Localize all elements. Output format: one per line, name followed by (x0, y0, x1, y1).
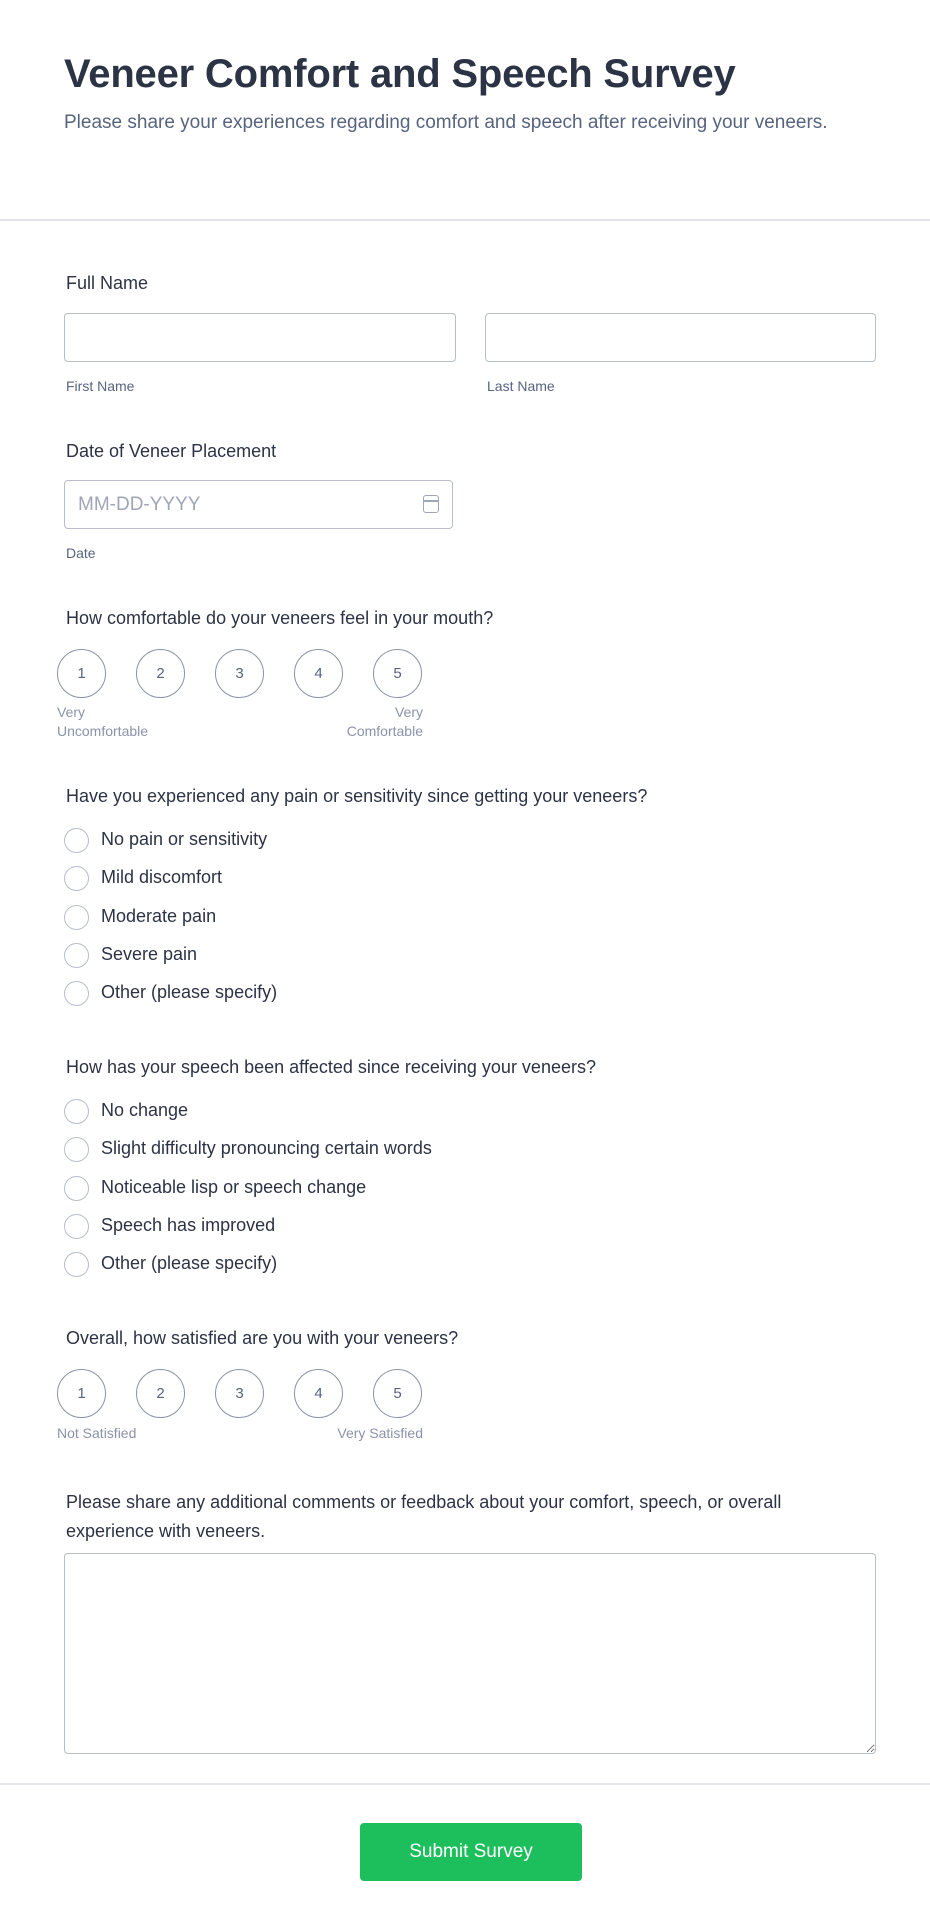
speech-radio-3[interactable] (64, 1176, 89, 1201)
comfort-rating-4[interactable]: 4 (294, 649, 343, 698)
comments-label: Please share any additional comments or feedback about your comfort, speech, or overall experience with veneers. (66, 1492, 782, 1541)
pain-question-label: Have you experienced any pain or sensitivity since getting your veneers? (66, 786, 648, 806)
page-title: Veneer Comfort and Speech Survey (64, 52, 736, 96)
pain-radio-5[interactable] (64, 981, 89, 1006)
pain-radio-1[interactable] (64, 828, 89, 853)
satisfaction-rating-5[interactable]: 5 (373, 1369, 422, 1418)
speech-radio-4[interactable] (64, 1214, 89, 1239)
speech-radio-5[interactable] (64, 1252, 89, 1277)
page-subtitle: Please share your experiences regarding comfort and speech after receiving your veneers. (64, 112, 828, 133)
satisfaction-low-label: Not Satisfied (57, 1425, 137, 1441)
pain-option-label[interactable]: Moderate pain (101, 905, 217, 926)
speech-option-label[interactable]: Noticeable lisp or speech change (101, 1176, 367, 1197)
satisfaction-rating-1[interactable]: 1 (57, 1369, 106, 1418)
date-label: Date of Veneer Placement (66, 441, 277, 461)
pain-option-label[interactable]: No pain or sensitivity (101, 829, 268, 849)
comfort-rating-5[interactable]: 5 (373, 649, 422, 698)
comfort-rating-2[interactable]: 2 (136, 649, 185, 698)
date-input[interactable] (64, 480, 453, 529)
submit-survey-button[interactable]: Submit Survey (360, 1823, 582, 1881)
last-name-input[interactable] (485, 313, 876, 362)
satisfaction-question-label: Overall, how satisfied are you with your veneers? (66, 1328, 459, 1348)
first-name-sublabel: First Name (66, 378, 135, 394)
comfort-rating-1[interactable]: 1 (57, 649, 106, 698)
speech-option-label[interactable]: Slight difficulty pronouncing certain words (101, 1138, 432, 1159)
speech-radio-2[interactable] (64, 1137, 89, 1162)
comments-textarea[interactable] (64, 1553, 876, 1754)
speech-radio-1[interactable] (64, 1099, 89, 1124)
pain-option-label[interactable]: Other (please specify) (101, 982, 278, 1003)
comfort-high-label: Very Comfortable (346, 704, 423, 739)
header-divider (0, 219, 930, 221)
comfort-question-label: How comfortable do your veneers feel in your mouth? (66, 608, 494, 628)
date-sublabel: Date (66, 545, 96, 561)
calendar-icon[interactable] (423, 495, 439, 513)
satisfaction-rating-2[interactable]: 2 (136, 1369, 185, 1418)
pain-option-label[interactable]: Mild discomfort (101, 867, 223, 888)
satisfaction-high-label: Very Satisfied (337, 1425, 423, 1441)
speech-option-label[interactable]: Other (please specify) (101, 1253, 278, 1274)
pain-radio-4[interactable] (64, 943, 89, 968)
speech-option-label[interactable]: Speech has improved (101, 1214, 276, 1235)
satisfaction-rating-3[interactable]: 3 (215, 1369, 264, 1418)
satisfaction-rating-4[interactable]: 4 (294, 1369, 343, 1418)
pain-option-label[interactable]: Severe pain (101, 943, 198, 964)
last-name-sublabel: Last Name (487, 378, 555, 394)
pain-radio-3[interactable] (64, 905, 89, 930)
date-placeholder: MM-DD-YYYY (78, 494, 201, 515)
comfort-low-label: Very Uncomfortable (57, 704, 149, 739)
footer-divider (0, 1783, 930, 1785)
speech-option-label[interactable]: No change (101, 1100, 189, 1120)
pain-radio-2[interactable] (64, 866, 89, 891)
full-name-label: Full Name (66, 273, 149, 293)
speech-question-label: How has your speech been affected since receiving your veneers? (66, 1057, 596, 1077)
comfort-rating-3[interactable]: 3 (215, 649, 264, 698)
first-name-input[interactable] (64, 313, 456, 362)
